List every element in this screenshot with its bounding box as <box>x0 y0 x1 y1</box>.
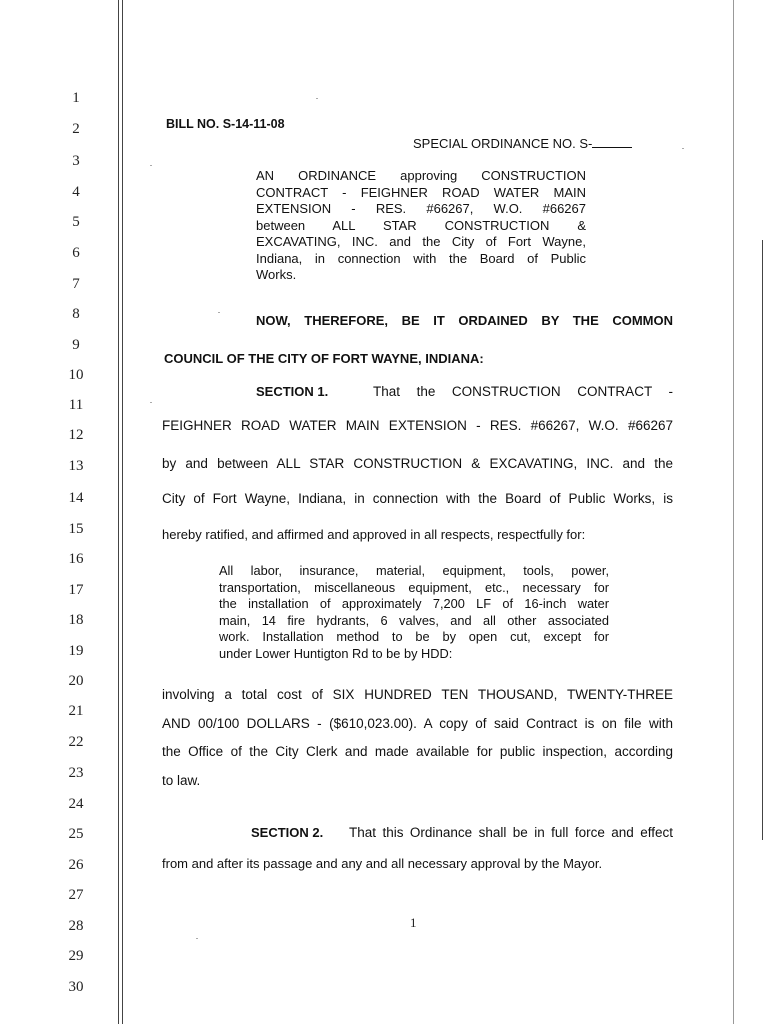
bill-number: BILL NO. S-14-11-08 <box>166 117 285 131</box>
section-2-first-line <box>251 825 673 840</box>
left-margin-rule-double <box>122 0 123 1024</box>
section-1-line: City of Fort Wayne, Indiana, in connection with the Board of Public Works, is <box>162 491 673 506</box>
section-2-line-2: from and after its passage and any and all necessary approval by the Mayor. <box>162 856 603 871</box>
line-number: 1 <box>72 90 80 106</box>
left-margin-rule <box>118 0 119 1024</box>
section-1-line: FEIGHNER ROAD WATER MAIN EXTENSION - RES. #66267, W.O. #66267 <box>162 418 673 433</box>
scope-line: transportation, miscellaneous equipment, etc., necessary for <box>219 579 609 595</box>
line-number: 7 <box>72 276 80 292</box>
ordinance-number-blank <box>592 136 632 148</box>
line-number: 22 <box>68 734 84 750</box>
section-1-first-line <box>256 384 673 399</box>
line-number: 30 <box>68 979 84 995</box>
line-number: 4 <box>72 184 80 200</box>
line-number: 27 <box>68 887 84 903</box>
enacting-clause-line-2: COUNCIL OF THE CITY OF FORT WAYNE, INDIANA: <box>164 351 484 366</box>
title-line: EXCAVATING, INC. and the City of Fort Wayne, <box>256 234 586 249</box>
scope-line: All labor, insurance, material, equipment, tools, power, <box>219 563 609 578</box>
cost-line: AND 00/100 DOLLARS - ($610,023.00). A copy of said Contract is on file with <box>162 716 673 731</box>
line-number: 23 <box>68 765 84 781</box>
scope-line: the installation of approximately 7,200 LF of 16-inch water <box>219 596 609 611</box>
scope-line: under Lower Huntigton Rd to be by HDD: <box>219 645 453 661</box>
scan-speck <box>218 312 220 313</box>
page-number: 1 <box>410 915 417 930</box>
line-number: 15 <box>68 521 84 537</box>
title-line: AN ORDINANCE approving CONSTRUCTION <box>256 168 586 183</box>
section-1-first-line-text: That the CONSTRUCTION CONTRACT - <box>373 384 673 399</box>
title-line: Indiana, in connection with the Board of Public <box>256 250 586 266</box>
section-1-line: hereby ratified, and affirmed and approved in all respects, respectfully for: <box>162 527 586 542</box>
line-number: 9 <box>72 337 80 353</box>
line-number: 3 <box>72 153 80 169</box>
line-number: 24 <box>68 796 84 812</box>
cost-line: to law. <box>162 773 201 788</box>
line-number: 2 <box>72 121 80 137</box>
line-number: 10 <box>68 367 84 383</box>
line-number-gutter <box>0 0 100 1024</box>
scan-speck <box>196 938 198 939</box>
title-line: Works. <box>256 267 297 282</box>
line-number: 18 <box>68 612 84 628</box>
title-line: EXTENSION - RES. #66267, W.O. #66267 <box>256 201 586 216</box>
scope-line: work. Installation method to be by open cut, except for <box>219 629 609 644</box>
line-number: 25 <box>68 826 84 842</box>
scan-speck <box>150 402 152 403</box>
special-ordinance-label: SPECIAL ORDINANCE NO. S- <box>413 136 593 151</box>
line-number: 29 <box>68 948 84 964</box>
right-margin-rule <box>733 0 734 1024</box>
scope-line: main, 14 fire hydrants, 6 valves, and all other associated <box>219 612 609 628</box>
line-number: 28 <box>68 918 84 934</box>
scan-speck <box>150 165 152 166</box>
line-number: 13 <box>68 458 84 474</box>
section-2-heading: SECTION 2. <box>251 825 324 840</box>
ordinance-title-block <box>256 168 586 284</box>
title-line: between ALL STAR CONSTRUCTION & <box>256 217 586 233</box>
title-line: CONTRACT - FEIGHNER ROAD WATER MAIN <box>256 184 586 200</box>
line-number: 12 <box>68 427 84 443</box>
section-1-heading: SECTION 1. <box>256 384 329 399</box>
section-2-first-line-text: That this Ordinance shall be in full force and effect <box>349 825 673 840</box>
line-number: 26 <box>68 857 84 873</box>
enacting-clause-line-1: NOW, THEREFORE, BE IT ORDAINED BY THE COMMON <box>256 313 673 328</box>
line-number: 14 <box>68 490 84 506</box>
line-number: 16 <box>68 551 84 567</box>
scan-speck <box>316 98 318 99</box>
section-1-line: by and between ALL STAR CONSTRUCTION & EXCAVATING, INC. and the <box>162 456 673 471</box>
line-number: 5 <box>72 214 80 230</box>
scan-speck <box>682 148 684 149</box>
cost-line: involving a total cost of SIX HUNDRED TEN THOUSAND, TWENTY-THREE <box>162 687 673 702</box>
line-number: 20 <box>68 673 84 689</box>
line-number: 17 <box>68 582 84 598</box>
line-number: 21 <box>68 703 84 719</box>
scope-of-work-block <box>219 563 609 662</box>
line-number: 8 <box>72 306 80 322</box>
line-number: 11 <box>68 397 84 413</box>
line-number: 19 <box>68 643 84 659</box>
cost-line: the Office of the City Clerk and made available for public inspection, according <box>162 744 673 759</box>
line-number: 6 <box>72 245 80 261</box>
special-ordinance-number <box>413 136 632 151</box>
right-edge-rule <box>762 240 763 840</box>
